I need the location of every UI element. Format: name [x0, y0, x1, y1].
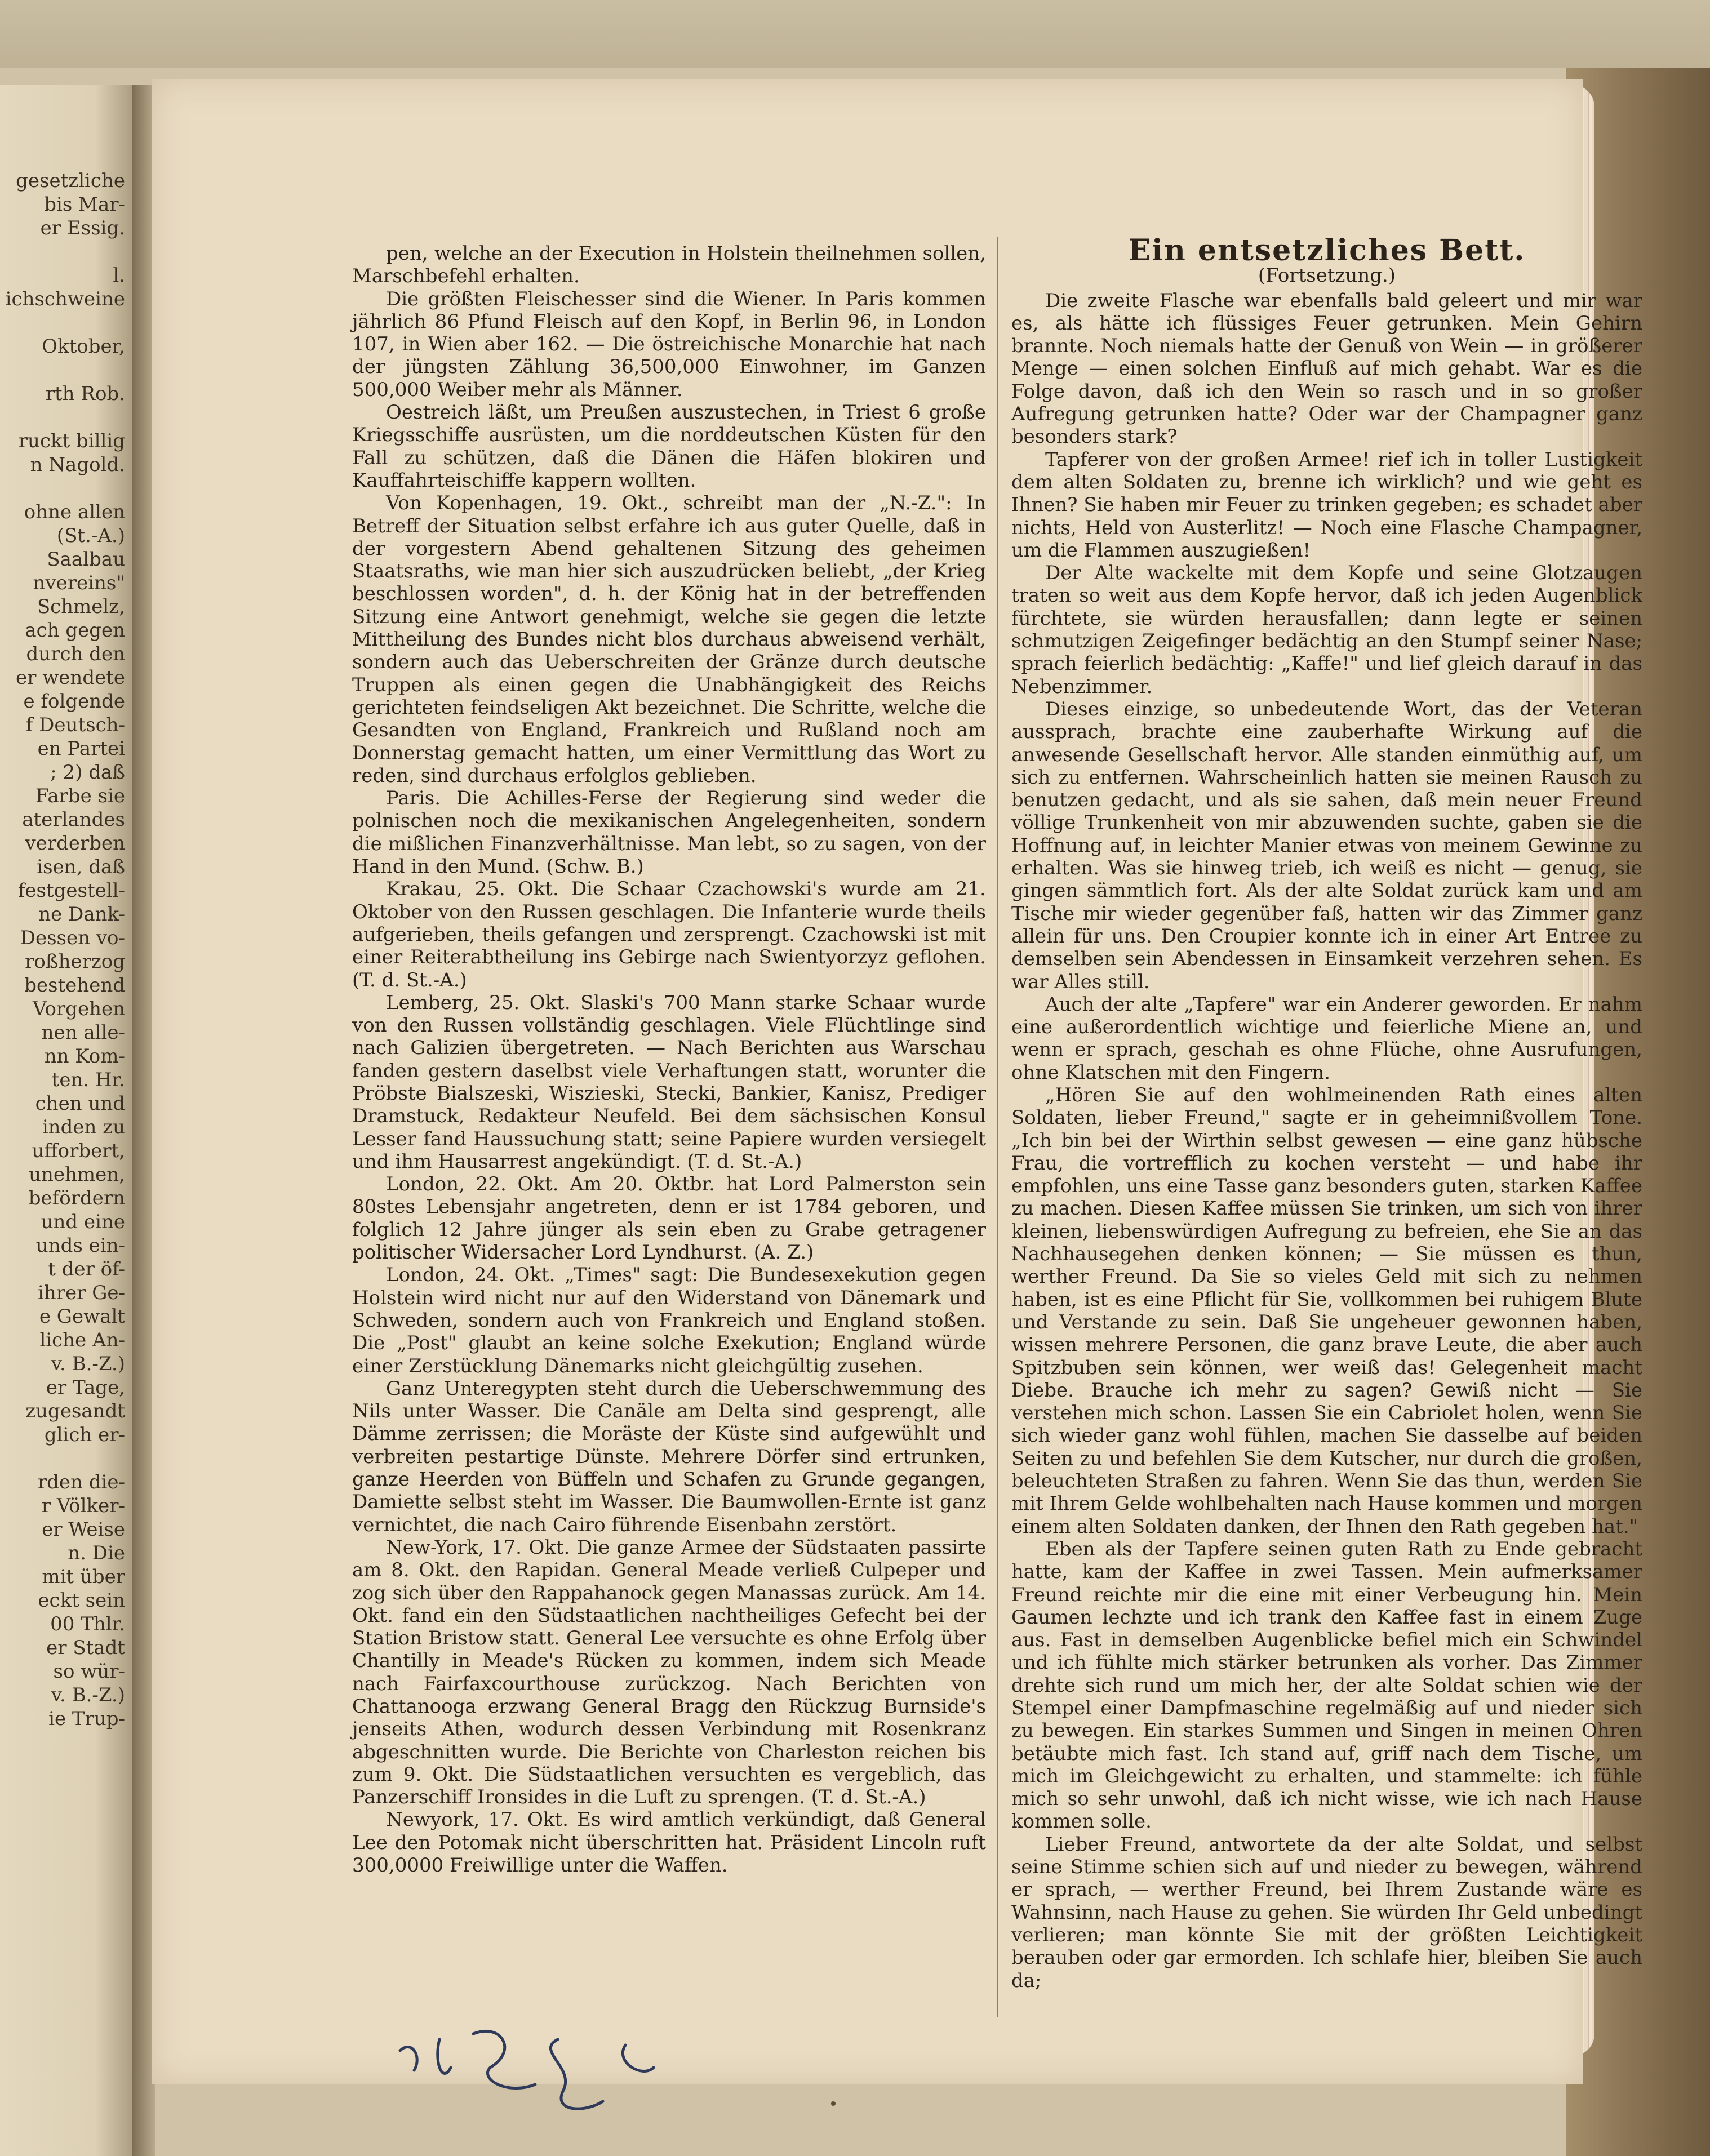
left-page-line: nen alle- — [41, 1021, 125, 1044]
left-page-line: ; 2) daß — [50, 761, 125, 784]
left-page-line: ie Trup- — [48, 1708, 125, 1730]
left-page-line: ach gegen — [25, 619, 125, 642]
paragraph: Newyork, 17. Okt. Es wird amtlich verkündigt, daß General Lee den Potomak nicht überschritten hat. Präsident Lincoln ruft 300,0000 Freiwillige unter die Waffen. — [352, 1808, 986, 1877]
paragraph: London, 22. Okt. Am 20. Oktbr. hat Lord Palmerston sein 80stes Lebensjahr angetreten, denn er ist 1784 geboren, und folglich 12 Jahre jünger als sein eben zu Grabe getragener politischer Widersacher Lord Lyndhurst. (A. Z.) — [352, 1173, 986, 1264]
paragraph: Paris. Die Achilles-Ferse der Regierung sind weder die polnischen noch die mexikanischen Angelegenheiten, sondern die mißlichen Finanzverhältnisse. Man lebt, so zu sagen, von der Hand in den Mund. (Schw. B.) — [352, 787, 986, 878]
left-page-line: er Essig. — [40, 217, 125, 239]
left-page-line: chen und — [35, 1092, 125, 1115]
left-page-line: isen, daß — [37, 856, 125, 878]
left-page-line: nn Kom- — [44, 1045, 125, 1068]
left-page-line: er wendete — [16, 666, 125, 689]
left-page-line: rth Rob. — [45, 383, 125, 405]
paragraph: Oestreich läßt, um Preußen auszustechen, in Triest 6 große Kriegsschiffe ausrüsten, um die norddeutschen Küsten für den Fall zu schützen, daß die Dänen die Häfen blokiren und Kauffahrteischiffe kappern wollten. — [352, 401, 986, 492]
left-page-line — [0, 406, 125, 429]
paragraph: Die größten Fleischesser sind die Wiener. In Paris kommen jährlich 86 Pfund Fleisch auf den Kopf, in Berlin 96, in London 107, in Wien aber 162. — Die östreichische Monarchie hat nach der jüngsten Zählung 36,500,000 Einwohner, im Ganzen 500,000 Weiber mehr als Männer. — [352, 287, 986, 401]
left-page-line: so wür- — [53, 1660, 125, 1683]
left-page-line — [0, 358, 125, 382]
left-page-line: unds ein- — [35, 1234, 125, 1257]
left-page-line: en Partei — [37, 737, 125, 760]
left-page-line: nvereins" — [33, 572, 125, 594]
left-page-line: festgestell- — [17, 879, 125, 902]
left-page-line: zugesandt — [25, 1400, 125, 1422]
left-page-line — [0, 240, 125, 264]
left-page-line: Schmelz, — [37, 595, 125, 618]
left-page-line: l. — [113, 264, 125, 287]
ink-dot — [831, 2101, 836, 2106]
left-page-line: und eine — [41, 1211, 125, 1233]
left-page-line: roßherzog — [25, 950, 125, 973]
paragraph: Von Kopenhagen, 19. Okt., schreibt man der „N.-Z.": In Betreff der Situation selbst erfahre ich aus guter Quelle, daß in der vorgestern Abend gehaltenen Sitzung des geheimen Staatsraths, wie man hier sich auszudrücken beliebt, „der Krieg beschlossen worden", d. h. der König hat in der betreffenden Sitzung eine Antwort genehmigt, welche sie gegen die letzte Mittheilung des Bundes nicht blos durchaus abweisend verhält, sondern auch das Ueberschreiten der Gränze durch deutsche Truppen als einen gegen die Unabhängigkeit des Reichs gerichteten feindseligen Akt bezeichnet. Die Schritte, welche die Gesandten von England, Frankreich und Rußland noch am Donnerstag gemacht hatten, um einer Vermittlung das Wort zu reden, sind durchaus erfolglos geblieben. — [352, 492, 986, 787]
left-page-line: ruckt billig — [18, 430, 125, 452]
paragraph: Lemberg, 25. Okt. Slaski's 700 Mann starke Schaar wurde von den Russen vollständig geschlagen. Viele Flüchtlinge sind nach Galizien übergetreten. — Nach Berichten aus Warschau fanden gestern daselbst viele Verhaftungen statt, worunter die Pröbste Bialszeski, Wiszieski, Stecki, Bankier, Kanisz, Prediger Dramstuck, Redakteur Neufeld. Bei dem sächsischen Konsul Lesser fand Haussuchung statt; seine Papiere wurden versiegelt und ihm Hausarrest angekündigt. (T. d. St.-A.) — [352, 991, 986, 1173]
left-page-line: ichschweine — [5, 288, 125, 310]
left-page-line: v. B.-Z.) — [51, 1353, 125, 1375]
book-gutter — [132, 85, 155, 2156]
left-page-line — [0, 477, 125, 500]
paragraph: Eben als der Tapfere seinen guten Rath zu Ende gebracht hatte, kam der Kaffee in zwei Tassen. Mein aufmerksamer Freund reichte mir die eine mit einer Verbeugung hin. Mein Gaumen lechzte und ich trank den Kaffee fast in einem Zuge aus. Fast in demselben Augenblicke befiel mich ein Schwindel und ich fühlte mich stärker betrunken als vorher. Das Zimmer drehte sich rund um mich her, der alte Soldat schien wie der Stempel einer Dampfmaschine regelmäßig auf und nieder sich zu bewegen. Ein starkes Summen und Singen in meinen Ohren betäubte mich fast. Ich stand auf, griff nach dem Tische, um mich im Gleichgewicht zu erhalten, und stammelte: ich fühle mich so sehr unwohl, daß ich nicht wisse, wie ich nach Hause kommen solle. — [1011, 1537, 1642, 1833]
left-page-line: eckt sein — [38, 1589, 125, 1612]
left-page-line: glich er- — [44, 1424, 125, 1446]
left-page-line: bis Mar- — [44, 193, 125, 216]
paragraph: Ganz Unteregypten steht durch die Ueberschwemmung des Nils unter Wasser. Die Canäle am Delta sind gesprengt, alle Dämme zerrissen; die Moräste der Küste sind aufgewühlt und verbreiten pestartige Dünste. Mehrere Dörfer sind ertrunken, ganze Heerden von Büffeln und Schafen zu Grunde gegangen, Damiette selbst steht im Wasser. Die Baumwollen-Ernte ist ganz vernichtet, die nach Cairo führende Eisenbahn zerstört. — [352, 1377, 986, 1536]
paragraph: London, 24. Okt. „Times" sagt: Die Bundesexekution gegen Holstein wird nicht nur auf den Widerstand von Dänemark und Schweden, sondern auch von Frankreich und England stoßen. Die „Post" glaubt an keine solche Exekution; England würde einer Zerstücklung Dänemarks nicht gleichgültig zusehen. — [352, 1264, 986, 1377]
left-page-line: inden zu — [42, 1116, 125, 1139]
paragraph: „Hören Sie auf den wohlmeinenden Rath eines alten Soldaten, lieber Freund," sagte er in geheimnißvollem Tone. „Ich bin bei der Wirthin selbst gewesen — eine ganz hübsche Frau, die vortrefflich zu kochen versteht — und habe ihr empfohlen, uns eine Tasse ganz besonders guten, starken Kaffee zu machen. Diesen Kaffee müssen Sie trinken, um sich von ihrer kleinen, liebenswürdigen Aufregung zu befreien, ehe Sie an das Nachhausegehen denken können; — Sie müssen es thun, werther Freund. Da Sie so vieles Geld mit sich zu nehmen haben, ist es eine Pflicht für Sie, vollkommen bei ruhigem Blute und Verstande zu sein. Daß Sie ungeheuer gewonnen haben, wissen mehrere Personen, die ganz brave Leute, die aber auch Spitzbuben sein können, wer weiß das! Gelegenheit macht Diebe. Brauche ich mehr zu sagen? Gewiß nicht — Sie verstehen mich schon. Lassen Sie ein Cabriolet holen, wenn Sie sich wieder ganz wohl fühlen, machen Sie dasselbe auf beiden Seiten zu und befehlen Sie dem Kutscher, nur durch die großen, beleuchteten Straßen zu fahren. Wenn Sie das thun, werden Sie mit Ihrem Gelde wohlbehalten nach Hause kommen und morgen einem alten Soldaten danken, der Ihnen den Rath gegeben hat." — [1011, 1083, 1642, 1538]
left-page-line: n Nagold. — [30, 454, 125, 476]
left-page-line: n. Die — [68, 1542, 125, 1564]
left-page-line: ihrer Ge- — [38, 1282, 125, 1304]
left-page-line — [0, 311, 125, 335]
paragraph: pen, welche an der Execution in Holstein theilnehmen sollen, Marschbefehl erhalten. — [352, 242, 986, 288]
left-page-line: ohne allen — [24, 501, 125, 523]
left-page — [0, 85, 135, 2156]
scan-background — [0, 0, 1710, 68]
left-page-line: Farbe sie — [35, 785, 125, 807]
left-page-line: v. B.-Z.) — [51, 1684, 125, 1706]
left-page-line: unehmen, — [29, 1163, 125, 1186]
paragraph: New-York, 17. Okt. Die ganze Armee der Südstaaten passirte am 8. Okt. den Rapidan. General Meade verließ Culpeper und zog sich über den Rappahanock gegen Manassas zurück. Am 14. Okt. fand ein den Südstaatlichen nachtheiliges Gefecht bei der Station Bristow statt. General Lee versuchte es ohne Erfolg über Chantilly in Meade's Rücken zu kommen, indem sich Meade nach Fairfaxcourthouse zurückzog. Nach Berichten von Chattanooga erzwang General Bragg den Rückzug Burnside's jenseits Athen, wodurch dessen Verbindung mit Rosenkranz abgeschnitten wurde. Die Berichte von Charleston reichen bis zum 9. Okt. Die Südstaatlichen versuchten es vergeblich, das Panzerschiff Ironsides in die Luft zu sprengen. (T. d. St.-A.) — [352, 1536, 986, 1809]
left-page-line: liche An- — [39, 1329, 125, 1352]
left-page-line: er Tage, — [46, 1376, 125, 1399]
left-page-line: ten. Hr. — [51, 1069, 125, 1091]
left-page-line: (St.-A.) — [56, 524, 125, 547]
story-subtitle: (Fortsetzung.) — [1258, 264, 1396, 287]
left-page-line: 00 Thlr. — [50, 1613, 125, 1635]
newspaper-page — [152, 79, 1642, 2084]
column-divider — [997, 237, 998, 2017]
left-page-line: gesetzliche — [16, 170, 125, 192]
left-page-line: Dessen vo- — [20, 927, 125, 949]
handwritten-signature — [389, 2017, 727, 2130]
paragraph: Auch der alte „Tapfere" war ein Anderer geworden. Er nahm eine außerordentlich wichtige und feierliche Miene an, und wenn er sprach, geschah es ohne Flüche, ohne Ausrufungen, ohne Klatschen mit den Fingern. — [1011, 993, 1642, 1084]
left-page-line: durch den — [26, 643, 125, 665]
story-title: Ein entsetzliches Bett. — [1128, 233, 1526, 268]
left-page-line: ne Dank- — [38, 903, 125, 926]
left-page-line: r Völker- — [41, 1495, 125, 1517]
left-page-line: bestehend — [24, 974, 125, 997]
left-page-line: Oktober, — [42, 335, 125, 358]
paragraph: Krakau, 25. Okt. Die Schaar Czachowski's wurde am 21. Oktober von den Russen geschlagen. Die Infanterie wurde theils aufgerieben, theils gefangen und zersprengt. Czachowski ist mit einer Reiterabtheilung ins Gebirge nach Swientyorzyz geflohen. (T. d. St.-A.) — [352, 878, 986, 992]
left-page-line: f Deutsch- — [25, 714, 125, 736]
paragraph: Dieses einzige, so unbedeutende Wort, das der Veteran aussprach, brachte eine zauberhafte Wirkung auf die anwesende Gesellschaft hervor. Alle standen einmüthig auf, um sich zu entfernen. Wahrscheinlich hatten sie meinen Rausch zu benutzen gedacht, und als sie sahen, daß mein neuer Freund völlige Trunkenheit von mir abzuwenden suchte, gaben sie die Hoffnung auf, in leichter Manier etwas von meinem Gewinne zu erhalten. Was sie hinweg trieb, ich weiß es nicht — genug, sie gingen sämmtlich fort. Als der alte Soldat zurück kam und am Tische mir wieder gegenüber faß, hatten wir das Zimmer ganz allein für uns. Den Croupier konnte ich in einer Art Entree zu demselben sein Abendessen in Einsamkeit verzehren sehen. Es war Alles still. — [1011, 697, 1642, 993]
left-page-line: ufforbert, — [32, 1140, 125, 1162]
story-column — [1011, 233, 1642, 1992]
left-page-line: t der öf- — [48, 1258, 125, 1281]
news-column — [352, 242, 986, 1877]
left-page-line: rden die- — [37, 1471, 125, 1493]
left-page-line: er Weise — [42, 1518, 125, 1541]
left-page-line: befördern — [28, 1187, 125, 1210]
left-page-line: Saalbau — [47, 548, 125, 571]
left-page-line: e folgende — [23, 690, 125, 713]
story-body — [1011, 290, 1642, 1992]
left-page-line: mit über — [42, 1566, 125, 1588]
left-page-text — [0, 169, 130, 1731]
left-page-line: Vorgehen — [33, 998, 125, 1020]
left-page-line — [0, 1447, 125, 1470]
paragraph: Lieber Freund, antwortete da der alte Soldat, und selbst seine Stimme schien sich auf und nieder zu bewegen, während er sprach, — werther Freund, bei Ihrem Zustande wäre es Wahnsinn, nach Hause zu gehen. Sie würden Ihr Geld unbedingt verlieren; man könnte Sie mit der größten Leichtigkeit berauben oder gar ermorden. Ich schlafe hier, bleiben Sie auch da; — [1011, 1833, 1642, 1992]
paragraph: Die zweite Flasche war ebenfalls bald geleert und mir war es, als hätte ich flüssiges Feuer getrunken. Mein Gehirn brannte. Noch niemals hatte der Genuß von Wein — in größerer Menge — einen solchen Einfluß auf mich gehabt. War es die Folge davon, daß ich den Wein so rasch und in so großer Aufregung getrunken hatte? Oder war der Champagner ganz besonders stark? — [1011, 289, 1642, 448]
paragraph: Tapferer von der großen Armee! rief ich in toller Lustigkeit dem alten Soldaten zu, brenne ich wirklich? und wie geht es Ihnen? Sie haben mir Feuer zu trinken gegeben; es schadet aber nichts, Held von Austerlitz! — Noch eine Flasche Champagner, um die Flammen auszugießen! — [1011, 448, 1642, 562]
left-page-line: verderben — [25, 832, 125, 855]
left-page-line: er Stadt — [46, 1637, 125, 1659]
left-page-line: aterlandes — [22, 808, 125, 831]
left-page-line: e Gewalt — [39, 1305, 125, 1328]
paragraph: Der Alte wackelte mit dem Kopfe und seine Glotzaugen traten so weit aus dem Kopfe hervor, daß ich jeden Augenblick fürchtete, sie würden herausfallen; dann legte er seinen schmutzigen Zeigefinger bedächtig an den Stumpf seiner Nase; sprach feierlich bedächtig: „Kaffe!" und lief gleich darauf in das Nebenzimmer. — [1011, 562, 1642, 698]
